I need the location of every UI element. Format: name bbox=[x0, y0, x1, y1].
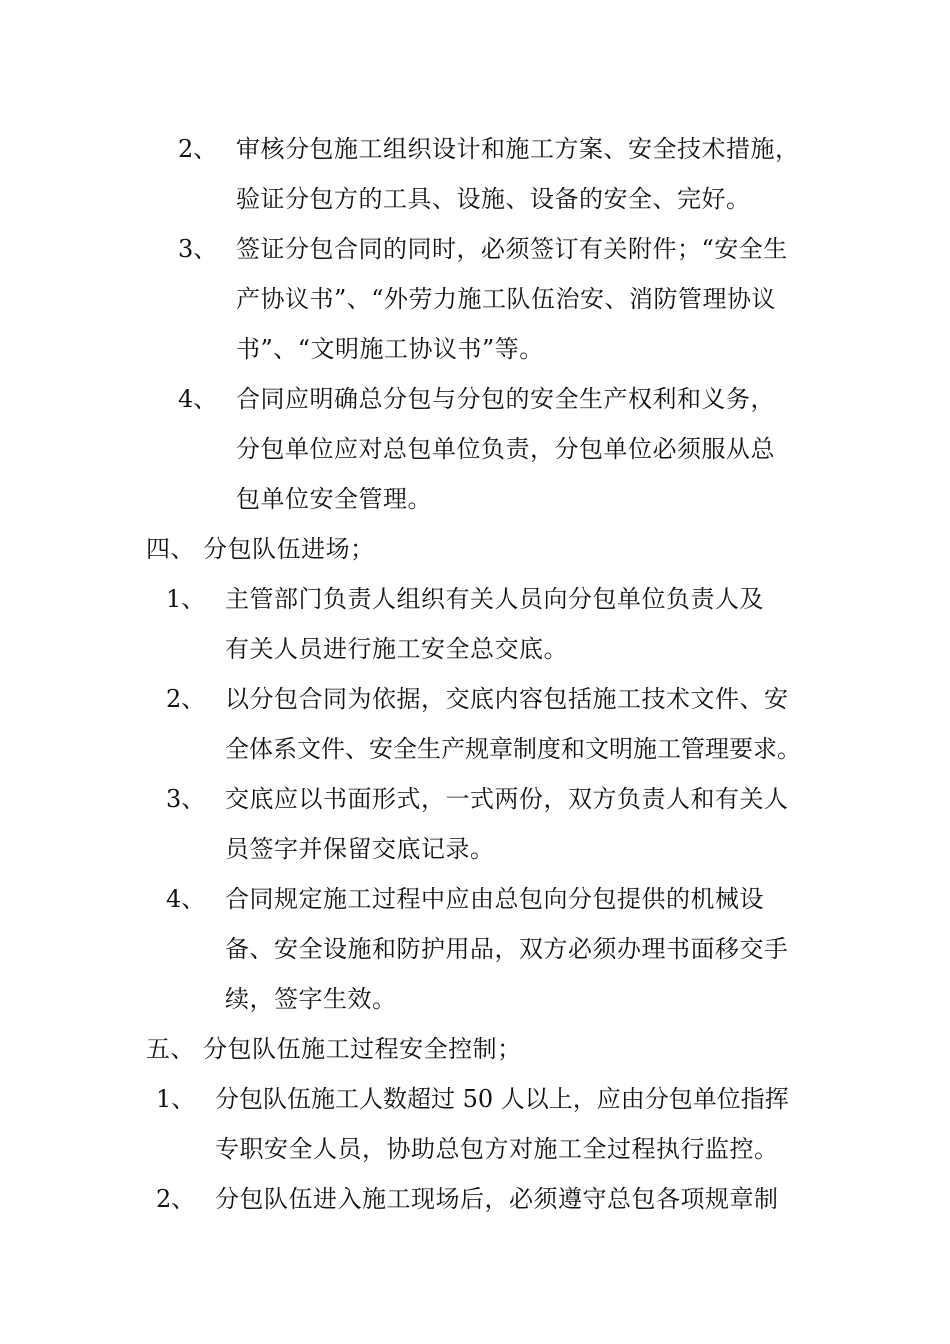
item-text-line: 员签字并保留交底记录。 bbox=[225, 835, 495, 863]
item-text-line: 分包队伍施工人数超过 50 人以上，应由分包单位指挥 bbox=[215, 1085, 789, 1113]
item-text-line: 签证分包合同的同时，必须签订有关附件；“安全生 bbox=[236, 235, 788, 263]
item-number: 1、 bbox=[156, 1085, 196, 1113]
item-number: 2、 bbox=[178, 135, 218, 163]
item-text-line: 续，签字生效。 bbox=[225, 985, 397, 1013]
item-number: 2、 bbox=[166, 685, 206, 713]
item-number: 2、 bbox=[156, 1185, 196, 1213]
item-text-line: 审核分包施工组织设计和施工方案、安全技术措施， bbox=[236, 135, 800, 163]
item-text-line: 合同应明确总分包与分包的安全生产权利和义务， bbox=[236, 385, 775, 413]
item-number: 3、 bbox=[178, 235, 218, 263]
item-text-line: 产协议书”、“外劳力施工队伍治安、消防管理协议 bbox=[236, 285, 777, 313]
item-text-line: 交底应以书面形式，一式两份，双方负责人和有关人 bbox=[225, 785, 789, 813]
item-text-line: 有关人员进行施工安全总交底。 bbox=[225, 635, 568, 663]
item-text-line: 以分包合同为依据，交底内容包括施工技术文件、安 bbox=[225, 685, 789, 713]
item-number: 1、 bbox=[166, 585, 206, 613]
item-text-line: 分包单位应对总包单位负责，分包单位必须服从总 bbox=[236, 435, 775, 463]
section-heading: 五、 分包队伍施工过程安全控制； bbox=[146, 1035, 522, 1063]
item-text-line: 主管部门负责人组织有关人员向分包单位负责人及 bbox=[225, 585, 764, 613]
item-number: 3、 bbox=[166, 785, 206, 813]
item-number: 4、 bbox=[178, 385, 218, 413]
item-text-line: 分包队伍进入施工现场后，必须遵守总包各项规章制 bbox=[215, 1185, 779, 1213]
item-text-line: 专职安全人员，协助总包方对施工全过程执行监控。 bbox=[215, 1135, 779, 1163]
item-number: 4、 bbox=[166, 885, 206, 913]
item-text-line: 书”、“文明施工协议书”等。 bbox=[236, 335, 544, 363]
item-text-line: 包单位安全管理。 bbox=[236, 485, 432, 513]
section-heading: 四、 分包队伍进场； bbox=[146, 535, 375, 563]
item-text-line: 合同规定施工过程中应由总包向分包提供的机械设 bbox=[225, 885, 764, 913]
item-text-line: 验证分包方的工具、设施、设备的安全、完好。 bbox=[236, 185, 751, 213]
item-text-line: 全体系文件、安全生产规章制度和文明施工管理要求。 bbox=[225, 735, 801, 763]
item-text-line: 备、安全设施和防护用品，双方必须办理书面移交手 bbox=[225, 935, 789, 963]
